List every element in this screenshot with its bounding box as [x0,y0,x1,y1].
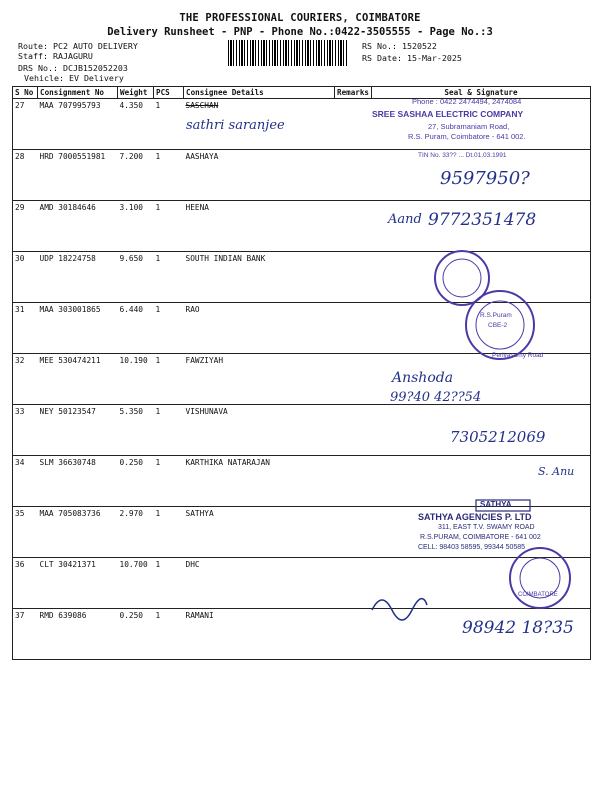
row-pcs: 1 [154,609,184,660]
col-sno: S No [13,87,38,99]
stamp-phone-27: Phone : 0422 2474494, 2474084 [412,97,522,106]
row-weight: 10.700 [118,558,154,609]
row-pcs: 1 [154,201,184,252]
handwritten-sign-32: Anshoda [392,370,454,386]
row-weight: 5.350 [118,405,154,456]
handwritten-phone-29: 9772351478 [428,210,537,230]
row-consignment: AMD 30184646 [38,201,118,252]
row-pcs: 1 [154,99,184,150]
row-weight: 3.100 [118,201,154,252]
drs-number: DRS No.: DCJB152052203 [18,63,128,73]
row-weight: 0.250 [118,609,154,660]
row-pcs: 1 [154,354,184,405]
table-row [13,456,591,507]
row-signature [372,303,591,354]
stamp-cbe-31: CBE-2 [488,322,508,329]
handwritten-phone-32: 99?40 42??54 [390,390,482,405]
row-pcs: 1 [154,303,184,354]
row-signature [372,456,591,507]
handwritten-phone-28: 9597950? [440,168,530,189]
stamp-sathya-company: SATHYA AGENCIES P. LTD [418,512,532,522]
row-consignee: SOUTH INDIAN BANK [184,252,335,303]
row-sno: 35 [13,507,38,558]
row-consignee: SATHYA [184,507,335,558]
col-seal-signature: Seal & Signature [372,87,591,99]
stamp-sathya-label: SATHYA [480,500,512,509]
col-weight: Weight [118,87,154,99]
row-remarks [335,252,372,303]
table-row [13,252,591,303]
route-label: Route: PC2 AUTO DELIVERY [18,41,138,51]
runsheet-line: Delivery Runsheet - PNP - Phone No.:0422-3505555 - Page No.:3 [107,26,493,38]
row-remarks [335,201,372,252]
row-remarks [335,507,372,558]
row-remarks [335,558,372,609]
rs-date: RS Date: 15-Mar-2025 [362,53,462,63]
stamp-sathya-city: R.S.PURAM, COIMBATORE - 641 002 [420,534,541,541]
row-consignment: MAA 303001865 [38,303,118,354]
stamp-tin-28: TIN No. 33?? ... Dt.01.03.1991 [418,152,507,159]
table-row [13,558,591,609]
stamp-address-27: 27, Subramaniam Road, [428,122,510,131]
stamp-company-27: SREE SASHAA ELECTRIC COMPANY [372,109,524,119]
col-consignee: Consignee Details [184,87,335,99]
row-consignment: MEE 530474211 [38,354,118,405]
handwritten-name-27: sathri saranjee [186,118,285,133]
row-consignment: NEY 50123547 [38,405,118,456]
row-sno: 31 [13,303,38,354]
stamp-sathya-road: 311, EAST T.V. SWAMY ROAD [438,524,535,531]
row-weight: 2.970 [118,507,154,558]
row-weight: 0.250 [118,456,154,507]
row-consignment: HRD 7000551981 [38,150,118,201]
row-sno: 32 [13,354,38,405]
col-pcs: PCS [154,87,184,99]
stamp-city-27: R.S. Puram, Coimbatore - 641 002. [408,132,526,141]
table-row [13,354,591,405]
row-remarks [335,354,372,405]
row-pcs: 1 [154,405,184,456]
handwritten-phone-33: 7305212069 [450,428,546,446]
row-weight: 4.350 [118,99,154,150]
rs-number: RS No.: 1520522 [362,41,437,51]
row-sno: 30 [13,252,38,303]
stamp-rspuram-31: R.S.Puram [480,312,512,319]
company-title: THE PROFESSIONAL COURIERS, COIMBATORE [179,12,421,24]
row-sno: 37 [13,609,38,660]
vehicle-label: Vehicle: EV Delivery [24,73,124,83]
row-sno: 29 [13,201,38,252]
row-remarks [335,99,372,150]
row-consignee-name: SASCHAN [185,101,219,110]
row-consignee: RAMANI [184,609,335,660]
row-sno: 33 [13,405,38,456]
col-remarks: Remarks [335,87,372,99]
row-consignee: DHC [184,558,335,609]
row-consignee: VISHUNAVA [184,405,335,456]
handwritten-sign-34: S. Anu [538,465,575,478]
row-consignment: SLM 36630748 [38,456,118,507]
col-consignment: Consignment No [38,87,118,99]
barcode-graphic [228,40,348,66]
handwritten-sign-29: Aand [388,212,422,227]
row-signature [372,252,591,303]
row-sno: 27 [13,99,38,150]
row-sno: 34 [13,456,38,507]
row-remarks [335,609,372,660]
row-pcs: 1 [154,507,184,558]
row-consignment: RMD 639086 [38,609,118,660]
row-consignee: HEENA [184,201,335,252]
stamp-coimbatore-36: COIMBATORE [518,592,558,598]
stamp-sathya-cell: CELL: 98403 58595, 99344 50585 [418,544,526,551]
row-pcs: 1 [154,252,184,303]
row-consignment: MAA 707995793 [38,99,118,150]
stamp-road-31: Periyasamy Road [492,352,544,359]
row-consignee: KARTHIKA NATARAJAN [184,456,335,507]
row-weight: 6.440 [118,303,154,354]
row-consignee: AASHAYA [184,150,335,201]
row-weight: 10.190 [118,354,154,405]
row-weight: 7.200 [118,150,154,201]
row-remarks [335,303,372,354]
row-consignment: UDP 18224758 [38,252,118,303]
row-weight: 9.650 [118,252,154,303]
row-pcs: 1 [154,150,184,201]
row-sno: 28 [13,150,38,201]
row-remarks [335,405,372,456]
row-signature [372,558,591,609]
row-pcs: 1 [154,558,184,609]
row-remarks [335,150,372,201]
row-consignment: MAA 705083736 [38,507,118,558]
row-sno: 36 [13,558,38,609]
staff-label: Staff: RAJAGURU [18,51,93,61]
row-consignee: RAO [184,303,335,354]
row-consignee: FAWZIYAH [184,354,335,405]
row-consignment: CLT 30421371 [38,558,118,609]
handwritten-phone-37: 98942 18?35 [462,618,574,638]
row-remarks [335,456,372,507]
row-pcs: 1 [154,456,184,507]
